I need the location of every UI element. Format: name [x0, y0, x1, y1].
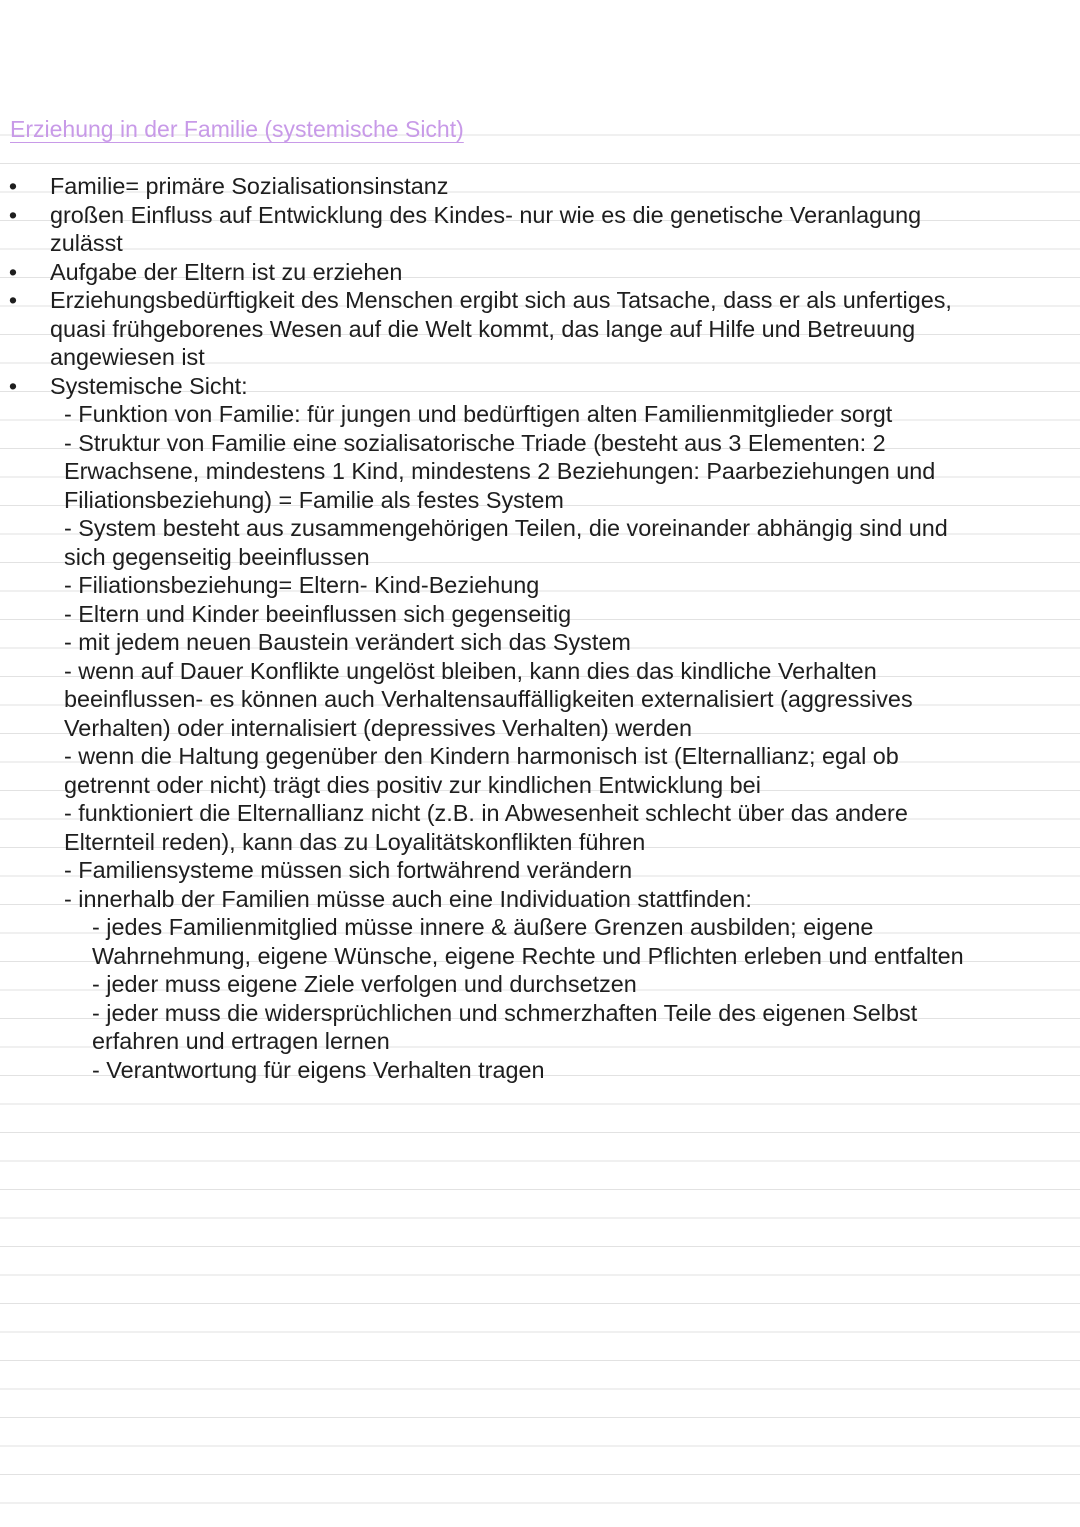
bullet-text-line: zulässt	[50, 230, 123, 256]
bullet-dot-icon: •	[8, 258, 18, 285]
sub-point-line: - wenn auf Dauer Konflikte ungelöst bleiben, kann dies das kindliche Verhalten	[64, 657, 877, 684]
sub-point-line: Elternteil reden), kann das zu Loyalitätskonflikten führen	[64, 828, 646, 855]
sub-point-line: sich gegenseitig beeinflussen	[64, 543, 370, 570]
sub-sub-point	[0, 999, 1080, 1056]
sub-sub-point	[0, 970, 1080, 999]
sub-sub-point	[0, 913, 1080, 970]
sub-point-line: - Filiationsbeziehung= Eltern- Kind-Beziehung	[64, 572, 540, 598]
sub-point-line: - funktioniert die Elternallianz nicht (z.B. in Abwesenheit schlecht über das andere	[64, 800, 908, 826]
bullet-item	[0, 201, 1080, 258]
sub-point-line: - Eltern und Kinder beeinflussen sich gegenseitig	[64, 600, 572, 627]
notes-content	[0, 172, 1080, 1084]
sub-point	[0, 628, 1080, 657]
sub-sub-point-line: - Verantwortung für eigens Verhalten tragen	[92, 1056, 545, 1083]
bullet-text-line: Aufgabe der Eltern ist zu erziehen	[50, 258, 403, 285]
sub-sub-point-line: - jeder muss eigene Ziele verfolgen und durchsetzen	[92, 971, 637, 997]
sub-point	[0, 600, 1080, 629]
bullet-dot-icon: •	[8, 372, 18, 399]
sub-point-line: Verhalten) oder internalisiert (depressives Verhalten) werden	[64, 714, 692, 741]
sub-sub-point-line: - jedes Familienmitglied müsse innere & äußere Grenzen ausbilden; eigene	[92, 914, 874, 940]
page-title: Erziehung in der Familie (systemische Sicht)	[10, 116, 464, 142]
bullet-text-line: großen Einfluss auf Entwicklung des Kindes- nur wie es die genetische Veranlagung	[50, 201, 922, 228]
bullet-item	[0, 286, 1080, 372]
sub-point-line: beeinflussen- es können auch Verhaltensauffälligkeiten externalisiert (aggressives	[64, 686, 913, 712]
bullet-item	[0, 172, 1080, 201]
sub-point	[0, 571, 1080, 600]
bullet-dot-icon: •	[8, 287, 18, 313]
sub-point-line: - Struktur von Familie eine sozialisatorische Triade (besteht aus 3 Elementen: 2	[64, 429, 886, 456]
sub-point	[0, 856, 1080, 885]
sub-point-line: Erwachsene, mindestens 1 Kind, mindestens 2 Beziehungen: Paarbeziehungen und	[64, 458, 936, 484]
sub-sub-point-line: erfahren und ertragen lernen	[92, 1028, 390, 1054]
sub-point-line: - innerhalb der Familien müsse auch eine Individuation stattfinden:	[64, 885, 752, 912]
sub-point-line: Filiationsbeziehung) = Familie als festes System	[64, 486, 564, 513]
sub-point-line: - wenn die Haltung gegenüber den Kindern harmonisch ist (Elternallianz; egal ob	[64, 743, 899, 769]
bullet-text-line: Systemische Sicht:	[50, 372, 248, 399]
sub-sub-point-line: Wahrnehmung, eigene Wünsche, eigene Rechte und Pflichten erleben und entfalten	[92, 942, 964, 969]
sub-point-line: getrennt oder nicht) trägt dies positiv zur kindlichen Entwicklung bei	[64, 771, 761, 798]
sub-point	[0, 799, 1080, 856]
bullet-item	[0, 258, 1080, 287]
bullet-text-line: Erziehungsbedürftigkeit des Menschen ergibt sich aus Tatsache, dass er als unfertiges,	[50, 287, 952, 313]
sub-point	[0, 885, 1080, 914]
sub-point	[0, 657, 1080, 743]
sub-point	[0, 514, 1080, 571]
bullet-dot-icon: •	[8, 173, 18, 199]
sub-sub-point-line: - jeder muss die widersprüchlichen und schmerzhaften Teile des eigenen Selbst	[92, 999, 918, 1026]
sub-point-line: - System besteht aus zusammengehörigen Teilen, die voreinander abhängig sind und	[64, 515, 948, 541]
sub-point	[0, 742, 1080, 799]
bullet-text-line: angewiesen ist	[50, 344, 205, 370]
sub-point-line: - mit jedem neuen Baustein verändert sich das System	[64, 629, 631, 655]
bullet-text-line: Familie= primäre Sozialisationsinstanz	[50, 173, 449, 199]
sub-point-line: - Funktion von Familie: für jungen und bedürftigen alten Familienmitglieder sorgt	[64, 401, 893, 427]
bullet-item	[0, 372, 1080, 401]
bullet-text-line: quasi frühgeborenes Wesen auf die Welt kommt, das lange auf Hilfe und Betreuung	[50, 315, 916, 342]
sub-point	[0, 400, 1080, 429]
sub-point	[0, 429, 1080, 515]
sub-point-line: - Familiensysteme müssen sich fortwährend verändern	[64, 857, 633, 883]
sub-sub-point	[0, 1056, 1080, 1085]
bullet-dot-icon: •	[8, 201, 18, 228]
